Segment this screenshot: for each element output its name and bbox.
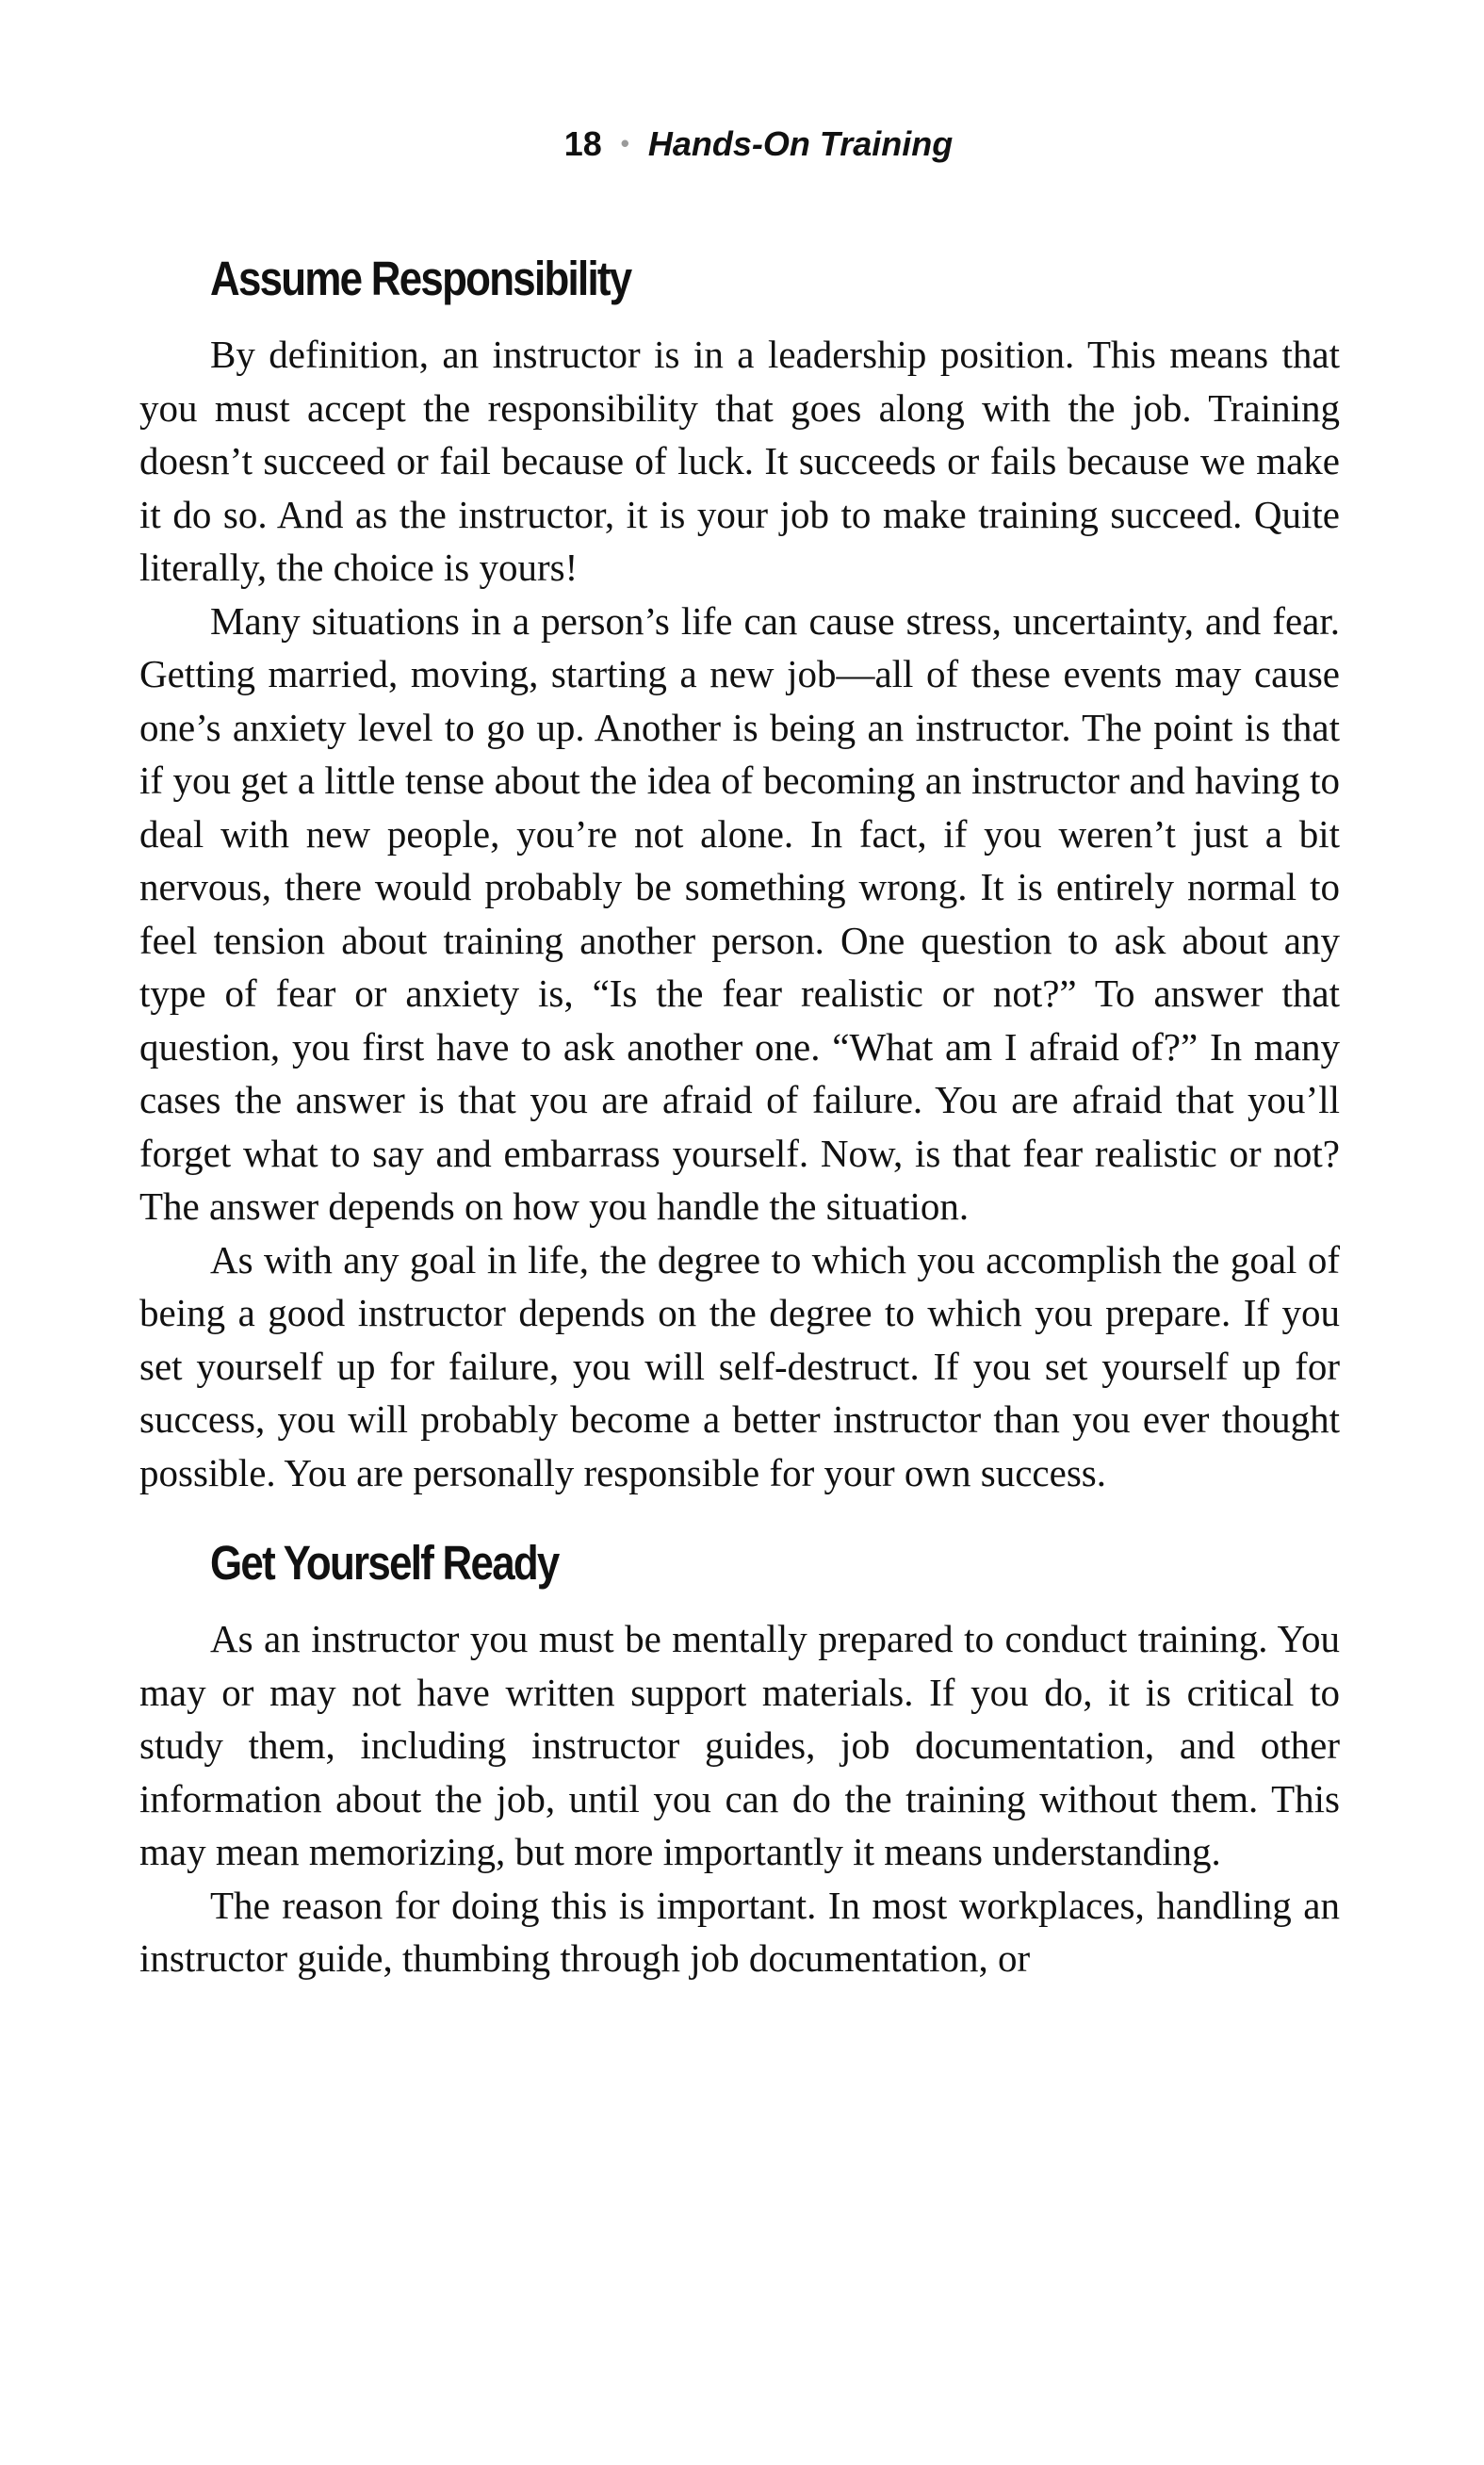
- paragraph: As an instructor you must be mentally prepared to conduct training. You may or may not have written support materials. If you do, it is critical to study them, including instructor guides, job documentation, and other information about the job, until you can do the training without them. This may mean memorizing, but more importantly it means understanding.: [139, 1617, 1340, 1873]
- paragraph: As with any goal in life, the degree to which you accomplish the goal of being a good instructor depends on the degree to which you prepare. If you set yourself up for failure, you will self-destruct. If you set yourself up for success, you will probably become a better instructor than you ever thought possible. You are personally responsible for your own success.: [139, 1237, 1340, 1494]
- section-heading: Assume Responsibility: [210, 252, 631, 305]
- book-page: [139, 121, 1340, 1985]
- paragraph: Many situations in a person’s life can cause stress, uncertainty, and fear. Getting married, moving, starting a new job—all of these events may cause one’s anxiety level to go up. Another is being an instructor. The point is that if you get a little tense about the idea of becoming an instructor and having to deal with new people, you’re not alone. In fact, if you weren’t just a bit nervous, there would probably be something wrong. It is entirely normal to feel tension about training another person. One question to ask about any type of fear or anxiety is, “Is the fear realistic or not?” To answer that question, you first have to ask another one. “What am I afraid of?” In many cases the answer is that you are afraid of failure. You are afraid that you’ll forget what to say and embarrass yourself. Now, is that fear realistic or not? The answer depends on how you handle the situation.: [139, 598, 1340, 1228]
- section-assume-responsibility: [139, 251, 1340, 1499]
- running-head: [139, 121, 1340, 171]
- bullet-separator: •: [620, 129, 629, 157]
- book-title: Hands-On Training: [647, 124, 954, 163]
- section-get-yourself-ready: [139, 1535, 1340, 1985]
- paragraph: By definition, an instructor is in a leadership position. This means that you must accept the responsibility that goes along with the job. Training doesn’t succeed or fail because of luck. It succeeds or fails because we make it do so. And as the instructor, it is your job to make training succeed. Quite literally, the choice is yours!: [139, 333, 1340, 589]
- section-heading: Get Yourself Ready: [210, 1536, 559, 1590]
- paragraph: The reason for doing this is important. In most workplaces, handling an instructor guide, thumbing through job documentation, or: [139, 1883, 1340, 1980]
- page-number: 18: [563, 124, 602, 163]
